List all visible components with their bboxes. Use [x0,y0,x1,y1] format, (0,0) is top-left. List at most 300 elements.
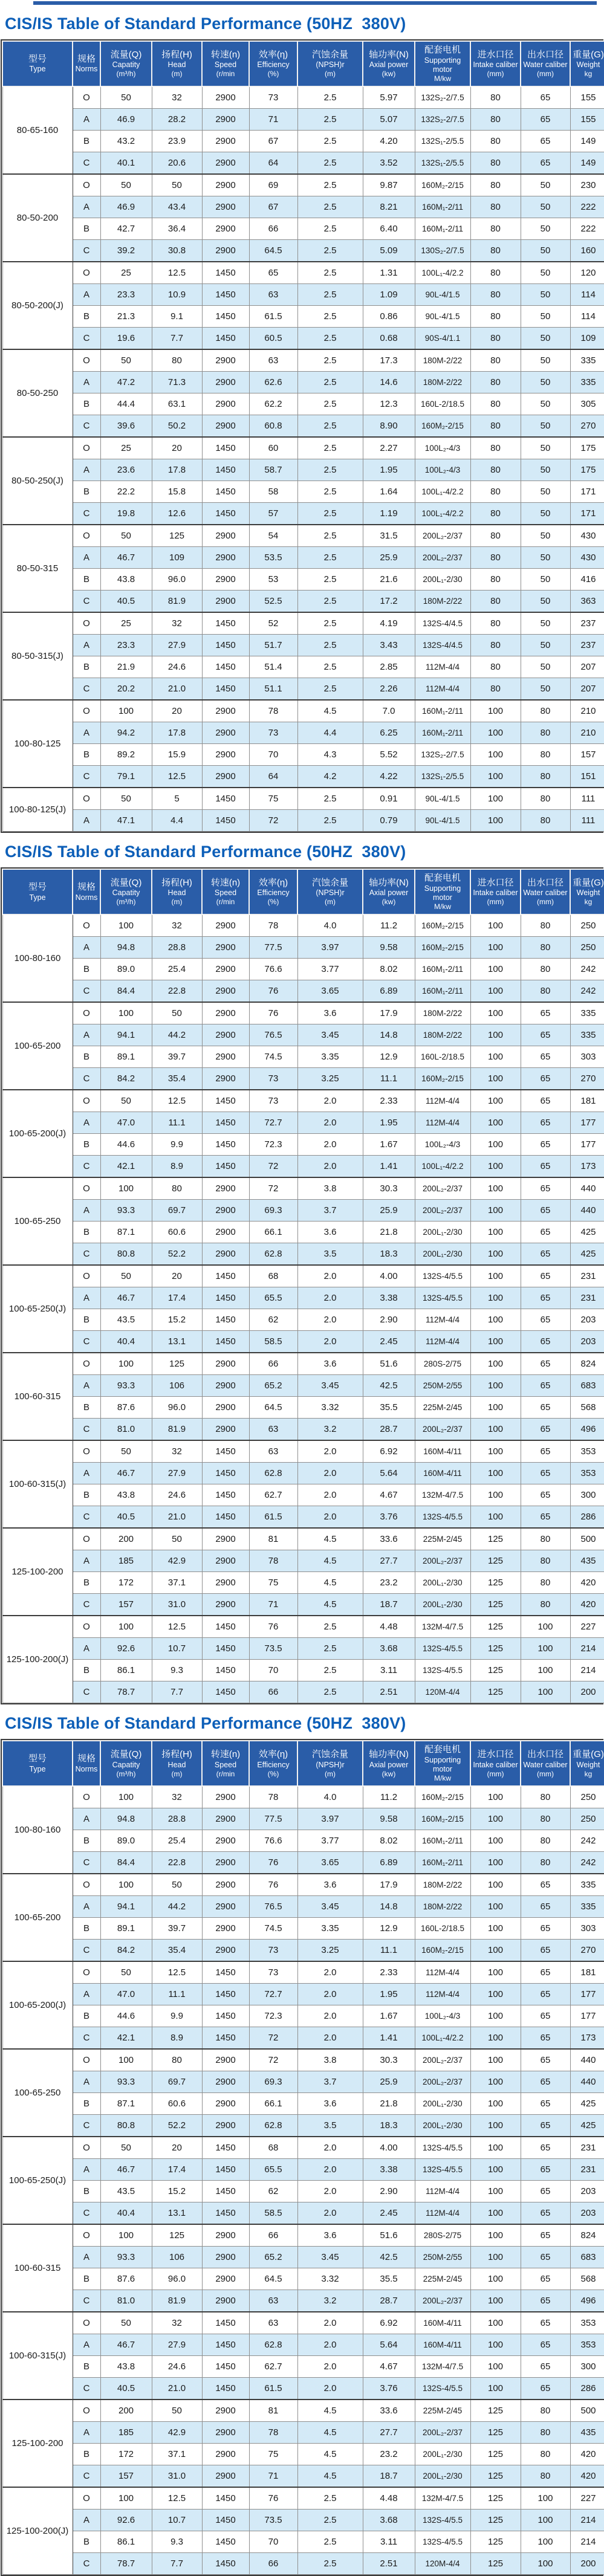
cell-intake-caliber: 100 [470,2115,521,2137]
cell-npsh: 3.5 [297,2115,363,2137]
cell-head: 81.9 [152,591,202,613]
table-row [2,196,604,218]
column-header: 转速(n) Speed (r/min [202,869,249,914]
column-header: 出水口径 Water caliber (mm) [521,869,570,914]
cell-norm: C [73,1331,100,1353]
cell-axial-power: 12.3 [363,393,415,415]
cell-motor: 160M-4/11 [415,2334,470,2356]
cell-norm: B [73,306,100,328]
cell-weight: 242 [570,1830,604,1852]
table-row [2,393,604,415]
cell-weight: 335 [570,1002,604,1024]
cell-water-caliber: 65 [521,1309,570,1331]
cell-axial-power: 1.09 [363,284,415,306]
cell-norm: O [73,262,100,284]
cell-efficiency: 65.5 [249,1287,297,1309]
cell-intake-caliber: 125 [470,2400,521,2422]
column-header: 汽蚀余量 (NPSH)r (m) [297,1741,363,1786]
performance-table [1,1739,603,2576]
cell-efficiency: 62 [249,1309,297,1331]
cell-head: 13.1 [152,1331,202,1353]
cell-head: 11.1 [152,1112,202,1134]
cell-intake-caliber: 100 [470,2356,521,2378]
cell-capacity: 43.5 [100,2181,152,2202]
cell-head: 9.3 [152,2531,202,2553]
cell-axial-power: 8.02 [363,1830,415,1852]
cell-efficiency: 76 [249,2487,297,2510]
cell-norm: B [73,2268,100,2290]
cell-motor: 160M₂-2/15 [415,415,470,438]
column-header: 规格 Norms [73,1741,100,1786]
cell-motor: 132S-4/5.5 [415,2159,470,2181]
cell-npsh: 2.5 [297,2487,363,2510]
cell-weight: 335 [570,372,604,393]
cell-weight: 440 [570,1177,604,1200]
cell-capacity: 23.3 [100,635,152,656]
cell-norm: A [73,722,100,744]
cell-head: 15.8 [152,481,202,503]
cell-weight: 568 [570,2268,604,2290]
cell-capacity: 94.2 [100,722,152,744]
performance-section [0,843,604,1704]
cell-npsh: 2.5 [297,109,363,131]
cell-norm: A [73,2510,100,2531]
cell-speed: 1450 [202,459,249,481]
table-row [2,2093,604,2115]
cell-speed: 2900 [202,2465,249,2488]
cell-water-caliber: 50 [521,218,570,240]
cell-motor: 200L₂-2/37 [415,525,470,547]
cell-efficiency: 81 [249,2400,297,2422]
cell-efficiency: 76 [249,1616,297,1638]
cell-motor: 100L₂-4/3 [415,459,470,481]
cell-weight: 173 [570,1156,604,1178]
cell-type: 100-80-160 [2,1786,73,1874]
cell-npsh: 3.6 [297,1353,363,1375]
table-row [2,1808,604,1830]
cell-head: 35.4 [152,1068,202,1090]
cell-capacity: 84.4 [100,980,152,1003]
cell-intake-caliber: 80 [470,328,521,350]
cell-speed: 1450 [202,1984,249,2005]
table-row [2,2071,604,2093]
table-row [2,678,604,701]
cell-speed: 2900 [202,525,249,547]
cell-npsh: 2.5 [297,86,363,109]
cell-capacity: 94.8 [100,1808,152,1830]
table-row [2,1681,604,1703]
cell-efficiency: 52 [249,612,297,635]
cell-capacity: 50 [100,2137,152,2159]
cell-intake-caliber: 100 [470,1463,521,1484]
cell-speed: 2900 [202,109,249,131]
cell-head: 11.1 [152,1984,202,2005]
cell-norm: O [73,1265,100,1287]
cell-speed: 1450 [202,2378,249,2400]
pump-group [2,1440,604,1528]
cell-head: 39.7 [152,1046,202,1068]
cell-npsh: 2.0 [297,1463,363,1484]
cell-capacity: 84.2 [100,1940,152,1962]
cell-norm: B [73,2531,100,2553]
cell-speed: 2900 [202,1419,249,1441]
cell-capacity: 185 [100,2422,152,2444]
cell-npsh: 3.6 [297,2224,363,2247]
cell-weight: 155 [570,109,604,131]
cell-norm: A [73,2159,100,2181]
cell-speed: 2900 [202,1046,249,1068]
cell-speed: 2900 [202,1896,249,1918]
cell-npsh: 2.5 [297,218,363,240]
table-row [2,2553,604,2575]
cell-water-caliber: 50 [521,196,570,218]
cell-speed: 2900 [202,1068,249,1090]
table-row [2,1594,604,1616]
cell-norm: A [73,635,100,656]
cell-motor: 180M-2/22 [415,591,470,613]
cell-npsh: 3.77 [297,1830,363,1852]
cell-head: 80 [152,1177,202,1200]
cell-norm: O [73,86,100,109]
cell-npsh: 2.5 [297,328,363,350]
cell-weight: 149 [570,131,604,152]
cell-intake-caliber: 80 [470,196,521,218]
cell-npsh: 2.5 [297,174,363,196]
cell-weight: 500 [570,2400,604,2422]
cell-speed: 1450 [202,437,249,459]
cell-capacity: 94.1 [100,1024,152,1046]
cell-head: 10.7 [152,1638,202,1660]
cell-intake-caliber: 100 [470,2378,521,2400]
column-header: 汽蚀余量 (NPSH)r (m) [297,41,363,86]
cell-water-caliber: 50 [521,612,570,635]
cell-axial-power: 3.38 [363,1287,415,1309]
cell-norm: A [73,1896,100,1918]
cell-capacity: 89.1 [100,1046,152,1068]
cell-axial-power: 2.90 [363,2181,415,2202]
cell-motor: 200L₂-2/37 [415,1177,470,1200]
cell-water-caliber: 50 [521,437,570,459]
cell-weight: 430 [570,547,604,569]
cell-head: 23.9 [152,131,202,152]
cell-npsh: 2.0 [297,1090,363,1112]
pump-group [2,2224,604,2312]
cell-speed: 1450 [202,1090,249,1112]
cell-axial-power: 18.3 [363,2115,415,2137]
cell-water-caliber: 65 [521,1134,570,1156]
cell-axial-power: 3.38 [363,2159,415,2181]
pump-group [2,1002,604,1090]
cell-weight: 425 [570,1243,604,1266]
cell-speed: 1450 [202,2005,249,2027]
cell-axial-power: 4.22 [363,766,415,788]
cell-intake-caliber: 100 [470,1961,521,1984]
cell-capacity: 94.8 [100,937,152,959]
cell-speed: 2900 [202,1550,249,1572]
cell-motor: 132S-4/5.5 [415,2531,470,2553]
cell-type: 100-80-160 [2,914,73,1002]
cell-npsh: 2.5 [297,284,363,306]
cell-water-caliber: 65 [521,1068,570,1090]
cell-efficiency: 78 [249,2422,297,2444]
section-title: CIS/IS Table of Standard Performance (50HZ 380V) [5,15,406,33]
pump-group [2,612,604,700]
cell-water-caliber: 65 [521,1265,570,1287]
cell-motor: 100L₁-4/2.2 [415,1156,470,1178]
cell-water-caliber: 65 [521,1506,570,1529]
cell-axial-power: 21.8 [363,1222,415,1243]
table-row [2,569,604,591]
cell-efficiency: 58 [249,481,297,503]
cell-weight: 425 [570,2115,604,2137]
cell-head: 32 [152,1440,202,1463]
cell-speed: 2900 [202,2224,249,2247]
cell-water-caliber: 65 [521,2093,570,2115]
cell-intake-caliber: 100 [470,2005,521,2027]
cell-weight: 496 [570,2290,604,2312]
cell-npsh: 4.3 [297,744,363,766]
cell-npsh: 3.65 [297,980,363,1003]
table-row [2,1506,604,1529]
cell-water-caliber: 100 [521,2531,570,2553]
cell-intake-caliber: 100 [470,700,521,722]
cell-norm: O [73,1440,100,1463]
cell-axial-power: 3.52 [363,152,415,175]
cell-efficiency: 62.6 [249,372,297,393]
cell-efficiency: 62 [249,2181,297,2202]
cell-capacity: 46.7 [100,1463,152,1484]
cell-npsh: 4.2 [297,766,363,788]
cell-axial-power: 27.7 [363,2422,415,2444]
cell-speed: 2900 [202,2444,249,2465]
cell-efficiency: 68 [249,1265,297,1287]
cell-weight: 683 [570,1375,604,1397]
cell-water-caliber: 65 [521,1287,570,1309]
cell-capacity: 42.1 [100,1156,152,1178]
cell-npsh: 2.5 [297,788,363,810]
cell-intake-caliber: 100 [470,1440,521,1463]
cell-type: 100-65-250(J) [2,2137,73,2224]
cell-norm: C [73,1243,100,1266]
cell-efficiency: 62.2 [249,393,297,415]
cell-intake-caliber: 100 [470,1984,521,2005]
cell-water-caliber: 80 [521,1786,570,1808]
column-header: 效率(η) Efficiency (%) [249,869,297,914]
table-row [2,2422,604,2444]
cell-axial-power: 5.52 [363,744,415,766]
cell-axial-power: 3.68 [363,2510,415,2531]
cell-efficiency: 70 [249,1660,297,1681]
cell-intake-caliber: 100 [470,1265,521,1287]
cell-capacity: 100 [100,1002,152,1024]
cell-efficiency: 81 [249,1528,297,1550]
cell-intake-caliber: 80 [470,547,521,569]
cell-intake-caliber: 80 [470,306,521,328]
cell-weight: 207 [570,678,604,701]
cell-speed: 1450 [202,2312,249,2334]
cell-norm: A [73,810,100,832]
cell-capacity: 20.2 [100,678,152,701]
cell-intake-caliber: 80 [470,262,521,284]
cell-axial-power: 6.25 [363,722,415,744]
cell-axial-power: 23.2 [363,2444,415,2465]
cell-weight: 363 [570,591,604,613]
cell-capacity: 100 [100,2224,152,2247]
cell-water-caliber: 50 [521,262,570,284]
cell-npsh: 2.0 [297,1156,363,1178]
cell-axial-power: 1.67 [363,2005,415,2027]
cell-axial-power: 6.92 [363,2312,415,2334]
cell-norm: C [73,1594,100,1616]
cell-weight: 181 [570,1961,604,1984]
cell-head: 12.5 [152,2487,202,2510]
column-header: 配套电机 Supporting motor M/kw [415,41,470,86]
cell-efficiency: 62.8 [249,2115,297,2137]
cell-type: 80-50-250(J) [2,437,73,525]
cell-water-caliber: 65 [521,1046,570,1068]
cell-capacity: 47.0 [100,1112,152,1134]
cell-type: 125-100-200(J) [2,1616,73,1703]
cell-efficiency: 73 [249,1068,297,1090]
cell-norm: A [73,937,100,959]
cell-norm: O [73,2400,100,2422]
cell-type: 100-60-315(J) [2,2312,73,2400]
cell-head: 32 [152,914,202,937]
cell-intake-caliber: 100 [470,2049,521,2071]
cell-npsh: 2.5 [297,372,363,393]
cell-efficiency: 51.7 [249,635,297,656]
cell-capacity: 92.6 [100,1638,152,1660]
cell-water-caliber: 65 [521,1243,570,1266]
cell-npsh: 2.0 [297,2181,363,2202]
cell-axial-power: 42.5 [363,2247,415,2268]
cell-norm: A [73,1463,100,1484]
cell-head: 50.2 [152,415,202,438]
cell-norm: O [73,2224,100,2247]
cell-weight: 420 [570,2444,604,2465]
cell-intake-caliber: 80 [470,612,521,635]
cell-intake-caliber: 100 [470,2290,521,2312]
cell-capacity: 23.3 [100,284,152,306]
cell-axial-power: 1.95 [363,1112,415,1134]
cell-intake-caliber: 100 [470,1852,521,1874]
cell-efficiency: 63 [249,2312,297,2334]
cell-norm: B [73,1484,100,1506]
cell-npsh: 2.5 [297,2531,363,2553]
cell-capacity: 50 [100,349,152,372]
cell-efficiency: 68 [249,2137,297,2159]
cell-axial-power: 8.21 [363,196,415,218]
cell-efficiency: 58.7 [249,459,297,481]
table-row [2,2378,604,2400]
cell-intake-caliber: 125 [470,1660,521,1681]
cell-head: 42.9 [152,1550,202,1572]
cell-speed: 1450 [202,1440,249,1463]
cell-speed: 2900 [202,1852,249,1874]
column-header: 型号 Type [2,41,73,86]
table-row [2,2444,604,2465]
cell-axial-power: 14.6 [363,372,415,393]
cell-motor: 200L₂-2/37 [415,1200,470,1222]
cell-norm: B [73,1830,100,1852]
cell-weight: 250 [570,937,604,959]
cell-efficiency: 73 [249,1961,297,1984]
cell-water-caliber: 65 [521,2312,570,2334]
column-header: 扬程(H) Head (m) [152,1741,202,1786]
cell-motor: 200L₂-2/37 [415,547,470,569]
cell-norm: C [73,415,100,438]
cell-npsh: 3.2 [297,1419,363,1441]
table-row [2,1528,604,1550]
cell-axial-power: 1.31 [363,262,415,284]
cell-axial-power: 35.5 [363,2268,415,2290]
cell-weight: 300 [570,2356,604,2378]
cell-weight: 300 [570,1484,604,1506]
cell-norm: O [73,1528,100,1550]
cell-water-caliber: 80 [521,766,570,788]
pump-group [2,914,604,1002]
cell-weight: 242 [570,980,604,1003]
cell-water-caliber: 80 [521,1550,570,1572]
cell-npsh: 2.5 [297,1616,363,1638]
cell-axial-power: 35.5 [363,1397,415,1419]
cell-capacity: 50 [100,1961,152,1984]
table-row [2,2137,604,2159]
cell-weight: 231 [570,2137,604,2159]
cell-npsh: 2.5 [297,810,363,832]
cell-weight: 250 [570,1786,604,1808]
cell-motor: 200L₁-2/30 [415,1222,470,1243]
cell-norm: C [73,2553,100,2575]
cell-speed: 2900 [202,547,249,569]
table-row [2,1177,604,1200]
cell-weight: 335 [570,1896,604,1918]
cell-capacity: 25 [100,612,152,635]
cell-efficiency: 60.5 [249,328,297,350]
cell-axial-power: 6.89 [363,1852,415,1874]
cell-intake-caliber: 125 [470,2531,521,2553]
cell-capacity: 93.3 [100,1375,152,1397]
cell-motor: 132S-4/4.5 [415,635,470,656]
cell-npsh: 2.5 [297,525,363,547]
cell-head: 106 [152,2247,202,2268]
cell-motor: 200L₁-2/30 [415,1594,470,1616]
cell-intake-caliber: 100 [470,744,521,766]
cell-capacity: 84.2 [100,1068,152,1090]
cell-weight: 109 [570,328,604,350]
cell-head: 10.7 [152,2510,202,2531]
cell-npsh: 3.8 [297,2049,363,2071]
cell-weight: 222 [570,218,604,240]
table-row [2,1852,604,1874]
cell-weight: 203 [570,2202,604,2225]
cell-npsh: 3.45 [297,1375,363,1397]
cell-speed: 2900 [202,393,249,415]
cell-speed: 2900 [202,1918,249,1940]
performance-section [0,1714,604,2576]
table-row [2,2290,604,2312]
cell-motor: 160M₂-2/15 [415,937,470,959]
cell-npsh: 3.32 [297,2268,363,2290]
cell-speed: 1450 [202,1484,249,1506]
table-row [2,810,604,832]
cell-motor: 90S-4/1.1 [415,328,470,350]
cell-intake-caliber: 80 [470,174,521,196]
cell-weight: 120 [570,262,604,284]
cell-efficiency: 69.3 [249,1200,297,1222]
cell-water-caliber: 80 [521,2444,570,2465]
cell-npsh: 2.0 [297,2202,363,2225]
